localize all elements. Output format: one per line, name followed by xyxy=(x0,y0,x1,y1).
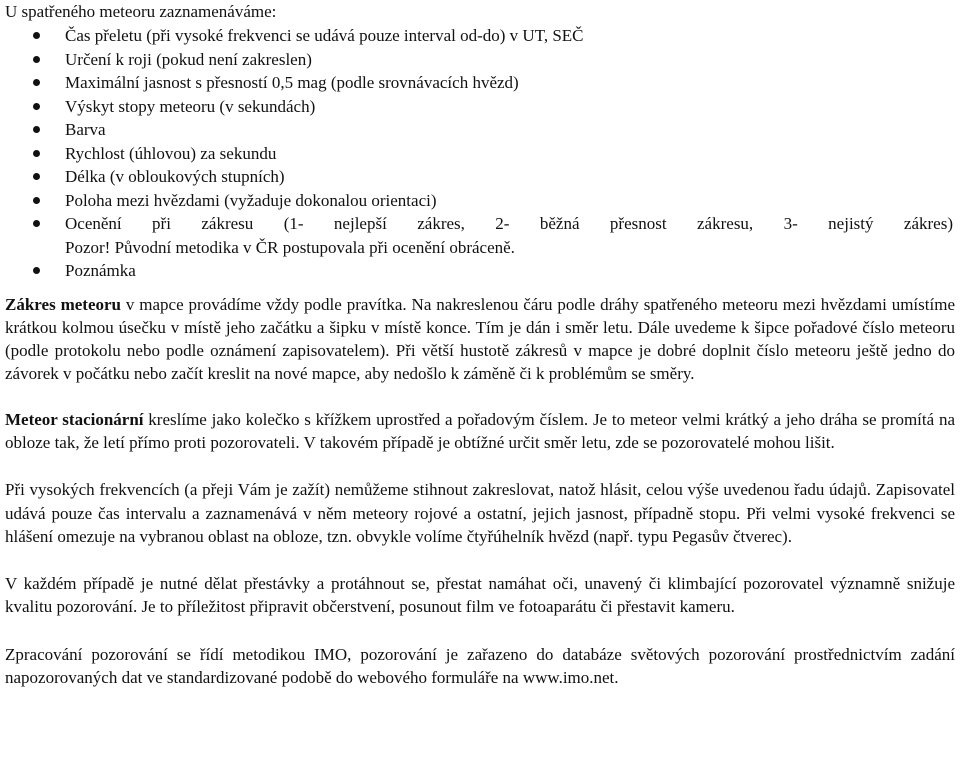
bullet-icon xyxy=(33,267,40,274)
paragraph-drawing-meteor: Zákres meteoru v mapce provádíme vždy podle pravítka. Na nakreslenou čáru podle dráhy spatřeného meteoru mezi hvězdami umístíme krátkou kolmou úsečku v místě jeho začátku a šipku v místě konce. Tím je dán i směr letu. Dále uvedeme k šipce pořadové číslo meteoru (podle protokolu nebo podle oznámení zapisovatelem). Při větší hustotě zákresů v mapce je dobré doplnit číslo meteoru ještě jedno do závorek v počátku nebo začít kreslit na nové mapce, aby nedošlo k záměně či k problémům se směry. xyxy=(5,294,955,384)
list-item: Poloha mezi hvězdami (vyžaduje dokonalou orientaci) xyxy=(5,189,955,213)
term-meteor-stacionarni: Meteor stacionární xyxy=(5,409,144,429)
list-item: Barva xyxy=(5,118,955,142)
document-page xyxy=(5,0,955,689)
list-item: Rychlost (úhlovou) za sekundu xyxy=(5,142,955,166)
recorded-items-list-continued xyxy=(5,259,955,283)
bullet-icon xyxy=(33,150,40,157)
recorded-items-list xyxy=(5,24,955,236)
list-item: Ocenění při zákresu (1- nejlepší zákres, 2- běžná přesnost zákresu, 3- nejistý zákres) xyxy=(5,212,955,236)
bullet-icon xyxy=(33,56,40,63)
rating-note: Pozor! Původní metodika v ČR postupovala při ocenění obráceně. xyxy=(65,237,515,257)
intro-heading: U spatřeného meteoru zaznamenáváme: xyxy=(5,2,277,21)
paragraph-stationary-meteor: Meteor stacionární kreslíme jako kolečko s křížkem uprostřed a pořadovým číslem. Je to meteor velmi krátký a jeho dráha se promítá na obloze tak, že letí přímo proti pozorovateli. V takovém případě je obtížné určit směr letu, zde se pozorovatelé mohou lišit. xyxy=(5,409,955,452)
list-item: Poznámka xyxy=(5,259,955,283)
list-item: Délka (v obloukových stupních) xyxy=(5,165,955,189)
bullet-icon xyxy=(33,173,40,180)
list-item: Výskyt stopy meteoru (v sekundách) xyxy=(5,95,955,119)
bullet-icon xyxy=(33,126,40,133)
paragraph-processing: Zpracování pozorování se řídí metodikou IMO, pozorování je zařazeno do databáze světových pozorování prostřednictvím zadání napozorovaných dat ve standardizované podobě do webového formuláře na www.imo.net. xyxy=(5,644,955,688)
list-item: Maximální jasnost s přesností 0,5 mag (podle srovnávacích hvězd) xyxy=(5,71,955,95)
bullet-icon xyxy=(33,32,40,39)
paragraph-breaks: V každém případě je nutné dělat přestávky a protáhnout se, přestat namáhat oči, unavený či klimbající pozorovatel významně snižuje kvalitu pozorování. Je to příležitost připravit občerstvení, posunout film ve fotoaparátu či přestavit kameru. xyxy=(5,574,955,617)
list-item: Určení k roji (pokud není zakreslen) xyxy=(5,48,955,72)
term-zakres-meteoru: Zákres meteoru xyxy=(5,294,121,314)
bullet-icon xyxy=(33,103,40,110)
bullet-icon xyxy=(33,220,40,227)
list-item: Čas přeletu (při vysoké frekvenci se udává pouze interval od-do) v UT, SEČ xyxy=(5,24,955,48)
paragraph-high-frequencies: Při vysokých frekvencích (a přeji Vám je zažít) nemůžeme stihnout zakreslovat, natož hlásit, celou výše uvedenou řadu údajů. Zapisovatel udává pouze čas intervalu a zaznamenává v něm meteory rojové a ostatní, jejich jasnost, případně stopu. Při velmi vysoké frekvenci se hlášení omezuje na vybranou oblast na obloze, tzn. obvykle volíme čtyřúhelník hvězd (např. typu Pegasův čtverec). xyxy=(5,480,955,546)
bullet-icon xyxy=(33,197,40,204)
bullet-icon xyxy=(33,79,40,86)
